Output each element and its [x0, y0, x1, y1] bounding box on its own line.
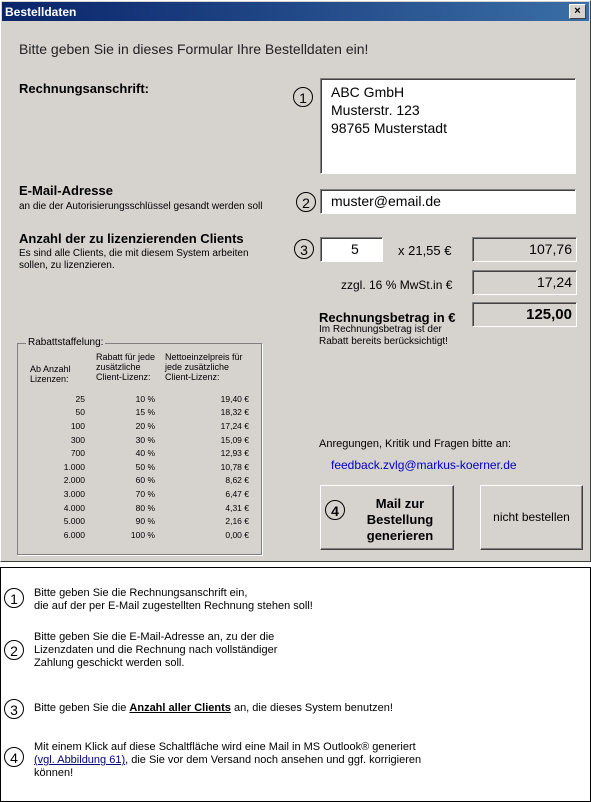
- legend-marker-2: 2: [4, 640, 24, 660]
- discount-qty: 300: [70, 434, 85, 445]
- discount-price: 17,24 €: [220, 420, 249, 431]
- discount-rate: 40 %: [135, 448, 155, 459]
- marker-1: 1: [293, 87, 313, 107]
- mail-button-line-2: Bestellung: [366, 512, 434, 527]
- discount-row: [30, 514, 249, 528]
- discount-qty: 4.000: [63, 502, 85, 513]
- discount-price: 18,32 €: [220, 407, 249, 418]
- discount-row: [30, 474, 249, 488]
- total-amount: 125,00: [526, 306, 572, 323]
- total-amount-field: [472, 302, 577, 327]
- vat-label: zzgl. 16 % MwSt.in €: [341, 278, 453, 292]
- legend-item-1: Bitte geben Sie die Rechnungsanschrift ein, die auf der per E-Mail zugestellten Rechnung stehen soll!: [34, 587, 313, 612]
- discount-qty: 5.000: [63, 516, 85, 527]
- discount-rate: 30 %: [135, 434, 155, 445]
- discount-row: [30, 501, 249, 515]
- discount-row: [30, 433, 249, 447]
- discount-row: [30, 419, 249, 433]
- legend-item-4: Mit einem Klick auf diese Schaltfläche wird eine Mail in MS Outlook® generiert (vgl. Abbildung 61), die Sie vor dem Versand noch ansehen und ggf. korrigieren können!: [34, 741, 422, 779]
- generate-mail-button[interactable]: [320, 485, 454, 550]
- discount-header-rate: Rabatt für jede zusätzliche Client-Lizenz:: [96, 352, 156, 382]
- discount-price: 4,31 €: [225, 502, 249, 513]
- discount-price: 8,62 €: [225, 475, 249, 486]
- discount-rate: 70 %: [135, 488, 155, 499]
- clients-sublabel-1: Es sind alle Clients, die mit diesem System arbeiten: [19, 248, 249, 259]
- close-icon: ×: [574, 5, 581, 17]
- clients-sublabel-2: sollen, zu lizenzieren.: [19, 260, 115, 271]
- net-amount: 107,76: [529, 241, 572, 257]
- email-sublabel: an die der Autorisierungsschlüssel gesandt werden soll: [19, 201, 263, 212]
- discount-rate: 60 %: [135, 475, 155, 486]
- title-bar: [2, 2, 589, 21]
- client-count-input[interactable]: [320, 237, 383, 262]
- email-value: muster@email.de: [331, 193, 441, 209]
- marker-2: 2: [296, 192, 316, 212]
- discount-price: 6,47 €: [225, 488, 249, 499]
- legend-item-3: Bitte geben Sie die Anzahl aller Clients an, die dieses System benutzen!: [34, 702, 393, 714]
- discount-header-price: Nettoeinzelpreis für jede zusätzliche Client-Lizenz:: [165, 352, 243, 382]
- discount-rate: 15 %: [135, 407, 155, 418]
- email-input[interactable]: [320, 189, 576, 214]
- legend-item-2: Bitte geben Sie die E-Mail-Adresse an, zu der die Lizenzdaten und die Rechnung nach vollständiger Zahlung geschickt werden soll.: [34, 631, 278, 669]
- discount-qty: 100: [70, 420, 85, 431]
- mail-button-line-1: Mail zur: [375, 496, 425, 511]
- client-count-value: 5: [351, 241, 359, 257]
- mail-button-line-3: generieren: [366, 528, 434, 543]
- legend-marker-1: 1: [4, 588, 24, 608]
- total-note-1: Im Rechnungsbetrag ist der: [319, 324, 442, 335]
- discount-price: 19,40 €: [220, 393, 249, 404]
- discount-row: [30, 528, 249, 542]
- discount-qty: 700: [70, 448, 85, 459]
- discount-row: [30, 460, 249, 474]
- discount-price: 15,09 €: [220, 434, 249, 445]
- discount-price: 0,00 €: [225, 529, 249, 540]
- net-amount-field: [472, 237, 577, 262]
- discount-header-qty: Ab Anzahl Lizenzen:: [30, 364, 71, 384]
- discount-rate: 80 %: [135, 502, 155, 513]
- billing-line-2: Musterstr. 123: [331, 102, 420, 118]
- feedback-email-link[interactable]: feedback.zvlg@markus-koerner.de: [331, 458, 517, 472]
- vat-amount: 17,24: [536, 274, 572, 290]
- marker-3: 3: [294, 239, 314, 259]
- discount-rate: 100 %: [130, 529, 155, 540]
- discount-qty: 1.000: [63, 461, 85, 472]
- billing-line-1: ABC GmbH: [331, 84, 405, 100]
- discount-row: [30, 446, 249, 460]
- marker-4: 4: [325, 500, 345, 520]
- cancel-order-button[interactable]: nicht bestellen: [480, 485, 583, 550]
- discount-qty: 50: [75, 407, 85, 418]
- total-note-2: Rabatt bereits berücksichtigt!: [319, 336, 448, 347]
- discount-rate: 50 %: [135, 461, 155, 472]
- discount-table: [30, 392, 249, 542]
- close-button[interactable]: [569, 4, 586, 19]
- billing-label: Rechnungsanschrift:: [19, 81, 150, 96]
- discount-title: Rabattstaffelung:: [28, 337, 104, 348]
- legend-marker-4: 4: [4, 747, 24, 767]
- billing-address-textarea[interactable]: [320, 78, 576, 174]
- legend-marker-3: 3: [4, 699, 24, 719]
- discount-row: [30, 392, 249, 406]
- billing-line-3: 98765 Musterstadt: [331, 120, 447, 136]
- intro-text: Bitte geben Sie in dieses Formular Ihre Bestelldaten ein!: [19, 41, 369, 57]
- window-title: Bestelldaten: [5, 5, 77, 19]
- discount-qty: 6.000: [63, 529, 85, 540]
- discount-qty: 25: [75, 393, 85, 404]
- discount-price: 10,78 €: [220, 461, 249, 472]
- unit-price: x 21,55 €: [398, 243, 452, 258]
- legend-panel: [0, 567, 591, 802]
- discount-qty: 3.000: [63, 488, 85, 499]
- clients-label: Anzahl der zu lizenzierenden Clients: [19, 231, 244, 246]
- discount-rate: 90 %: [135, 516, 155, 527]
- figure-reference-link[interactable]: (vgl. Abbildung 61): [34, 754, 126, 766]
- discount-row: [30, 406, 249, 420]
- total-label: Rechnungsbetrag in €: [319, 310, 456, 325]
- feedback-label: Anregungen, Kritik und Fragen bitte an:: [319, 438, 512, 450]
- email-label: E-Mail-Adresse: [19, 183, 113, 198]
- discount-group: [17, 337, 262, 555]
- discount-qty: 2.000: [63, 475, 85, 486]
- discount-rate: 20 %: [135, 420, 155, 431]
- discount-price: 12,93 €: [220, 448, 249, 459]
- discount-row: [30, 487, 249, 501]
- vat-amount-field: [472, 270, 577, 295]
- discount-rate: 10 %: [135, 393, 155, 404]
- discount-price: 2,16 €: [225, 516, 249, 527]
